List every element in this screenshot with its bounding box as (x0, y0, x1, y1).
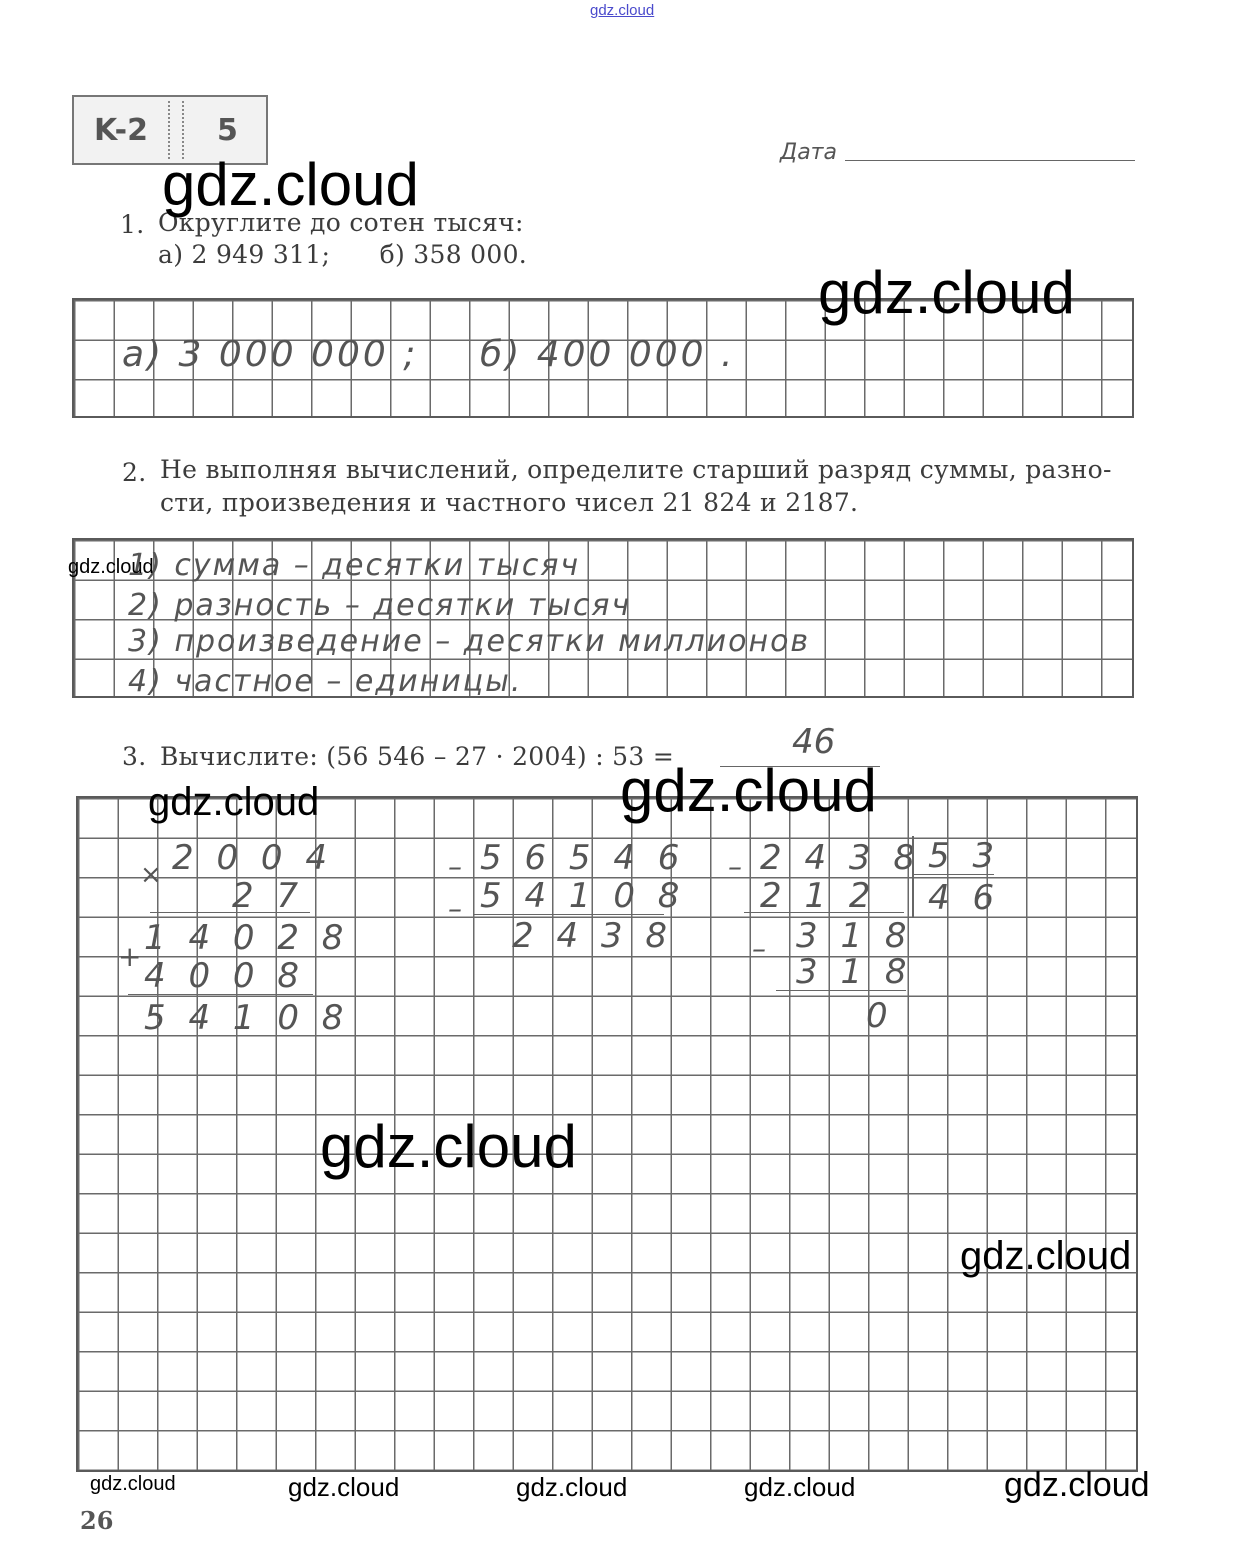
minus-sign-icon-4: – (752, 932, 766, 965)
site-tag[interactable]: gdz.cloud (590, 2, 655, 19)
task1-number: 1. (120, 210, 145, 239)
work-code: K-2 (94, 113, 148, 148)
watermark: gdz.cloud (516, 1472, 628, 1502)
div-vertical-bar (912, 836, 914, 918)
div-second-sub: 3 1 8 (796, 952, 913, 992)
watermark: gdz.cloud (1004, 1466, 1150, 1504)
watermark: gdz.cloud (744, 1472, 856, 1502)
task2-answer-4: 4) частное – единицы. (128, 664, 523, 699)
date-line[interactable] (845, 160, 1135, 161)
page-number: 26 (80, 1506, 114, 1535)
div-quotient: 4 6 (928, 878, 1001, 918)
div-divisor-line (912, 874, 994, 875)
task1-answer-b: б) 400 000 . (480, 334, 736, 375)
div-remainder-final: 0 (866, 996, 888, 1036)
watermark: gdz.cloud (320, 1113, 577, 1180)
sub-line (474, 914, 664, 915)
mult-line-1 (150, 912, 310, 913)
task2-answer-3: 3) произведение – десятки миллионов (128, 624, 811, 659)
minus-sign-icon-2: – (448, 892, 462, 925)
div-first-sub: 2 1 2 (760, 876, 877, 916)
watermark: gdz.cloud (162, 151, 419, 218)
task2-line1: Не выполняя вычислений, определите старший разряд суммы, разно- (160, 455, 1112, 484)
mult-row-3: 1 4 0 2 8 (144, 918, 350, 958)
task2-line2: сти, произведения и частного чисел 21 824 и 2187. (160, 488, 859, 517)
variant-number: 5 (217, 113, 238, 148)
plus-sign-icon: + (118, 940, 142, 973)
watermark: gdz.cloud (288, 1472, 400, 1502)
watermark: gdz.cloud (620, 757, 877, 824)
mult-row-5: 5 4 1 0 8 (144, 998, 350, 1038)
task2-answer-2: 2) разность – десятки тысяч (128, 588, 632, 623)
sub-row-1: 5 6 5 4 6 (480, 838, 686, 878)
task3-answer: 46 (792, 722, 836, 762)
div-dividend: 2 4 3 8 (760, 838, 921, 878)
watermark: gdz.cloud (818, 259, 1075, 326)
task1-answer-a: а) 3 000 000 ; (122, 334, 419, 375)
div-divisor: 5 3 (928, 836, 1001, 876)
task1-text: Округлите до сотен тысяч: (158, 208, 524, 237)
minus-sign-icon-1: – (448, 850, 462, 883)
date-label: Дата (780, 140, 837, 165)
task3-text: Вычислите: (56 546 – 27 · 2004) : 53 = (160, 742, 675, 771)
minus-sign-icon-3: – (728, 850, 742, 883)
sub-row-3: 2 4 3 8 (512, 916, 673, 956)
watermark: gdz.cloud (960, 1234, 1132, 1278)
task2-number: 2. (122, 458, 147, 487)
sub-row-2: 5 4 1 0 8 (480, 876, 686, 916)
task1-options: а) 2 949 311; б) 358 000. (158, 240, 528, 269)
mult-line-2 (128, 994, 313, 995)
div-line-1 (744, 912, 904, 913)
mult-row-2: 2 7 (232, 876, 305, 916)
div-line-2 (776, 990, 906, 991)
mult-row-1: 2 0 0 4 (172, 838, 333, 878)
watermark: gdz.cloud (148, 780, 320, 824)
task2-answer-1: 1) сумма – десятки тысяч (128, 548, 581, 583)
div-remainder-1: 3 1 8 (796, 916, 913, 956)
task3-number: 3. (122, 742, 147, 771)
mult-row-4: 4 0 0 8 (144, 956, 305, 996)
mult-sign-icon: × (140, 860, 162, 890)
watermark: gdz.cloud (68, 556, 154, 578)
watermark: gdz.cloud (90, 1473, 176, 1495)
